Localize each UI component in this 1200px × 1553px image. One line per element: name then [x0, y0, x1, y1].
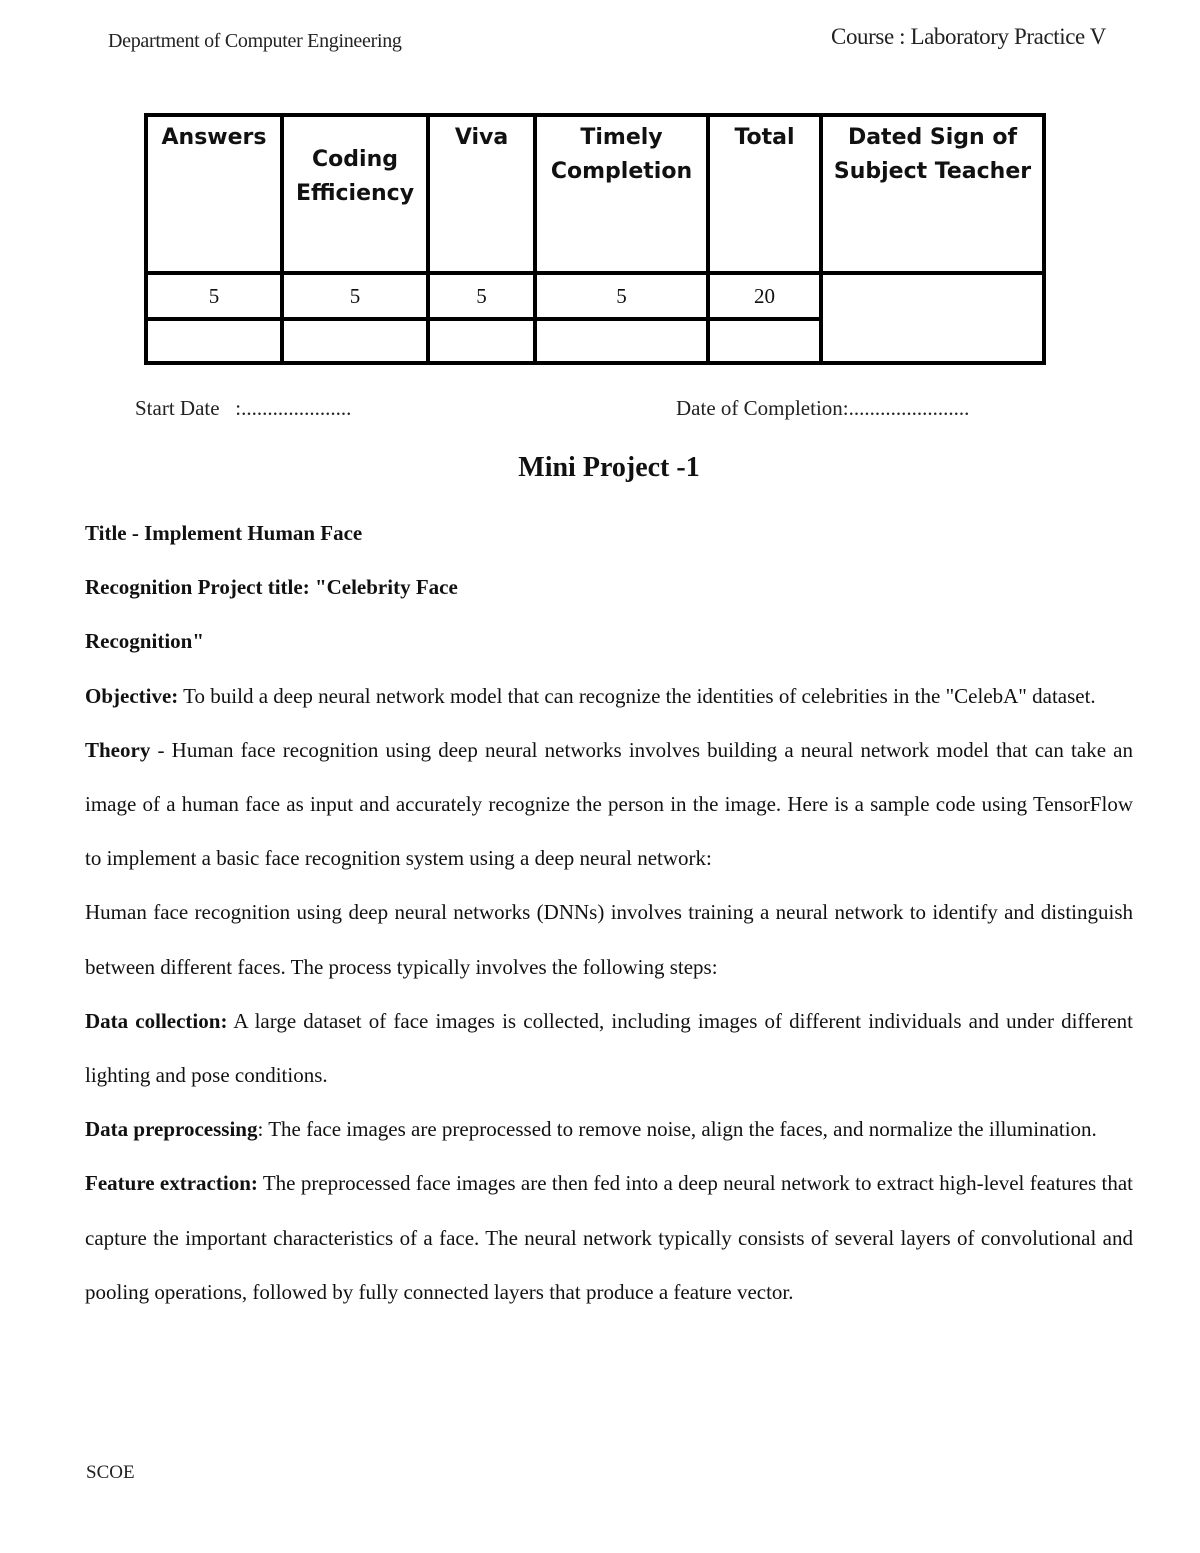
- department-name: Department of Computer Engineering: [108, 30, 402, 52]
- title-line: [85, 506, 1133, 560]
- marks-header-row: [146, 115, 1044, 273]
- header-viva: Viva: [428, 115, 535, 273]
- header-answers: Answers: [146, 115, 282, 273]
- data-preprocessing-paragraph: [85, 1102, 1133, 1156]
- page-title: Mini Project -1: [518, 452, 700, 483]
- theory-text: - Human face recognition using deep neural networks involves building a neural network model that can take an image of a human face as input and accurately recognize the person in the image. Here is a sample code using TensorFlow to implement a basic face recognition system using a deep neural network:: [85, 737, 1133, 871]
- objective-label: Objective:: [85, 683, 179, 708]
- dnn-intro-text: Human face recognition using deep neural networks (DNNs) involves training a neural network to identify and distinguish between different faces. The process typically involves the following steps:: [85, 900, 1133, 979]
- document-body: [85, 506, 1133, 1319]
- data-collection-text: A large dataset of face images is collected, including images of different individuals and under different lighting and pose conditions.: [85, 1008, 1133, 1088]
- project-title-part2: Recognition": [85, 629, 204, 654]
- max-marks-total: 20: [708, 273, 821, 319]
- project-title-part1: Recognition Project title: "Celebrity Face: [85, 575, 458, 600]
- data-preprocessing-label: Data preprocessing: [85, 1117, 258, 1142]
- feature-extraction-paragraph: [85, 1156, 1133, 1319]
- completion-date: Date of Completion:.......................: [676, 396, 970, 420]
- feature-extraction-text: The preprocessed face images are then fed into a deep neural network to extract high-level features that capture the important characteristics of a face. The neural network typically consists of several layers of convolutional and pooling operations, followed by fully connected layers that produce a feature vector.: [85, 1171, 1133, 1304]
- theory-label: Theory: [85, 737, 151, 762]
- header-total: Total: [708, 115, 821, 273]
- max-marks-coding: 5: [282, 273, 428, 319]
- obtained-total-cell: [708, 319, 821, 363]
- course-name: Course : Laboratory Practice V: [831, 24, 1106, 49]
- obtained-coding-cell: [282, 319, 428, 363]
- theory-paragraph: [85, 723, 1133, 886]
- marks-table: [144, 113, 1046, 365]
- obtained-viva-cell: [428, 319, 535, 363]
- teacher-sign-cell: [821, 273, 1044, 363]
- max-marks-row: [146, 273, 1044, 319]
- data-preprocessing-text: : The face images are preprocessed to remove noise, align the faces, and normalize the illumination.: [257, 1117, 1097, 1142]
- start-date: Start Date :.....................: [135, 396, 352, 420]
- dnn-intro-paragraph: [85, 885, 1133, 993]
- header-dated-sign: Dated Sign of Subject Teacher: [821, 115, 1044, 273]
- objective-paragraph: [85, 669, 1133, 723]
- max-marks-viva: 5: [428, 273, 535, 319]
- obtained-answers-cell: [146, 319, 282, 363]
- max-marks-answers: 5: [146, 273, 282, 319]
- objective-text: To build a deep neural network model that can recognize the identities of celebrities in the "CelebA" dataset.: [178, 683, 1096, 708]
- data-collection-label: Data collection:: [85, 1008, 228, 1033]
- max-marks-timely: 5: [535, 273, 708, 319]
- project-title-line: [85, 560, 1133, 614]
- project-title-line-2: [85, 614, 1133, 668]
- feature-extraction-label: Feature extraction:: [85, 1171, 258, 1196]
- data-collection-paragraph: [85, 994, 1133, 1102]
- obtained-timely-cell: [535, 319, 708, 363]
- header-timely-completion: Timely Completion: [535, 115, 708, 273]
- header-coding-efficiency: Coding Efficiency: [282, 115, 428, 273]
- title-label: Title - Implement Human Face: [85, 521, 363, 545]
- footer-institution: SCOE: [86, 1462, 135, 1483]
